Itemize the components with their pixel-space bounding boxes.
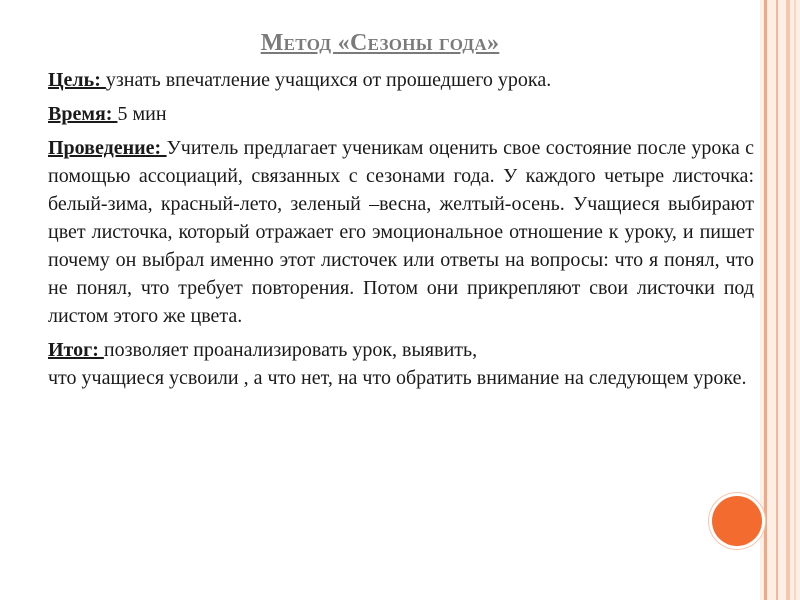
decorative-stripe — [764, 0, 767, 600]
result-text-line1: позволяет проанализировать урок, выявить, — [103, 339, 478, 361]
procedure-label: Проведение: — [48, 137, 167, 159]
decorative-stripe — [776, 0, 778, 600]
goal-label: Цель: — [48, 69, 106, 91]
time-text: 5 мин — [117, 103, 167, 125]
procedure-paragraph — [48, 134, 754, 330]
slide-title: Метод «Сезоны года» — [260, 30, 500, 56]
time-label: Время: — [48, 103, 118, 125]
goal-paragraph — [48, 66, 754, 94]
goal-text: узнать впечатление учащихся от прошедшего урока. — [105, 69, 552, 91]
procedure-text: Учитель предлагает ученикам оценить свое состояние после урока с помощью ассоциаций, связанных с сезонами года. У каждого четыре листочка: белый-зима, красный-лето, зеленый –весна, желтый-осень. Учащиеся выбирают цвет листочка, который отражает его эмоциональное отношение к уроку, и пишет почему он выбрал именно этот листочек или ответы на вопросы: что я понял, что не понял, что требует повторения. Потом они прикрепляют свои листочки под листом этого же цвета. — [48, 137, 754, 327]
slide-content — [48, 66, 754, 398]
decorative-stripe — [794, 0, 796, 600]
result-label: Итог: — [48, 339, 104, 361]
time-paragraph — [48, 100, 754, 128]
decorative-stripe — [786, 0, 790, 600]
result-paragraph — [48, 336, 754, 392]
result-text-line2: что учащиеся усвоили , а что нет, на что обратить внимание на следующем уроке. — [48, 367, 747, 389]
decorative-circle — [712, 496, 762, 546]
